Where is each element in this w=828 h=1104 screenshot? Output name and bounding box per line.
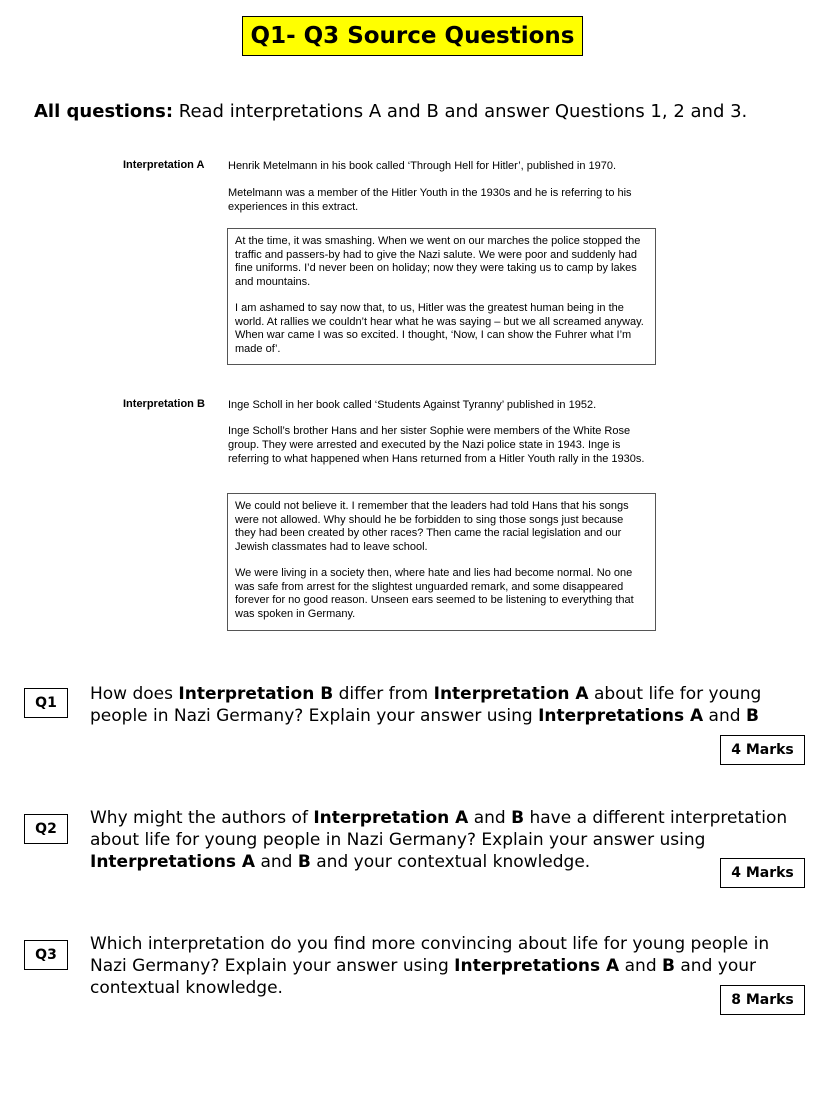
instructions-lead: All questions: <box>34 101 174 122</box>
instructions <box>34 101 794 122</box>
interpretation-a-label: Interpretation A <box>123 159 205 171</box>
interpretation-a-context: Metelmann was a member of the Hitler Youth in the 1930s and he is referring to his experiences in this extract. <box>228 187 632 213</box>
question-1-marks: 4 Marks <box>720 735 805 765</box>
interpretation-a-source: Henrik Metelmann in his book called ‘Through Hell for Hitler’, published in 1970. <box>228 160 617 172</box>
question-2-marks: 4 Marks <box>720 858 805 888</box>
instructions-text: Read interpretations A and B and answer Questions 1, 2 and 3. <box>173 101 748 122</box>
question-3-text: Which interpretation do you find more convincing about life for young people in Nazi Germany? Explain your answer using Interpretations A and B and your contextual knowledge. <box>90 934 770 998</box>
interpretation-b-extract-paragraph-1: We could not believe it. I remember that the leaders had told Hans that his songs were not allowed. Why should he be forbidden to sing those songs just because they had been created by other races? Then came the racial legislation and our Jewish classmates had to leave school. <box>235 500 629 553</box>
interpretation-b-source: Inge Scholl in her book called ‘Students Against Tyranny’ published in 1952. <box>228 399 597 411</box>
question-1-number: Q1 <box>24 688 68 718</box>
question-1-text: How does Interpretation B differ from Interpretation A about life for young people in Nazi Germany? Explain your answer using Interpretations A and B <box>90 684 762 726</box>
question-3-number: Q3 <box>24 940 68 970</box>
question-2-number: Q2 <box>24 814 68 844</box>
question-2-text: Why might the authors of Interpretation A and B have a different interpretation about life for young people in Nazi Germany? Explain your answer using Interpretations A and B and your contextual knowledge. <box>90 808 788 872</box>
question-3-marks: 8 Marks <box>720 985 805 1015</box>
interpretation-b-label: Interpretation B <box>123 398 205 410</box>
interpretation-a-extract-paragraph-1: At the time, it was smashing. When we went on our marches the police stopped the traffic and passers-by had to give the Nazi salute. We were poor and suddenly had fine uniforms. I’d never been on holiday; now they were taking us to camp by lakes and mountains. <box>235 235 641 288</box>
interpretation-b-extract-paragraph-2: We were living in a society then, where hate and lies had become normal. No one was safe from arrest for the slightest unguarded remark, and some disappeared forever for no good reason. Unseen ears seemed to be listening to everything that was spoken in Germany. <box>235 567 634 620</box>
interpretation-a-extract-paragraph-2: I am ashamed to say now that, to us, Hitler was the greatest human being in the world. At rallies we couldn’t hear what he was saying – but we all screamed anyway. When war came I was so excited. I thought, ‘Now, I can show the Fuhrer what I’m made of’. <box>235 302 644 355</box>
page-title: Q1- Q3 Source Questions <box>242 16 583 56</box>
interpretation-b-context: Inge Scholl’s brother Hans and her sister Sophie were members of the White Rose group. They were arrested and executed by the Nazi police state in 1943. Inge is referring to what happened when Hans returned from a Hitler Youth rally in the 1930s. <box>228 425 645 465</box>
interpretation-b-extract <box>227 493 656 631</box>
interpretation-a-extract <box>227 228 656 365</box>
